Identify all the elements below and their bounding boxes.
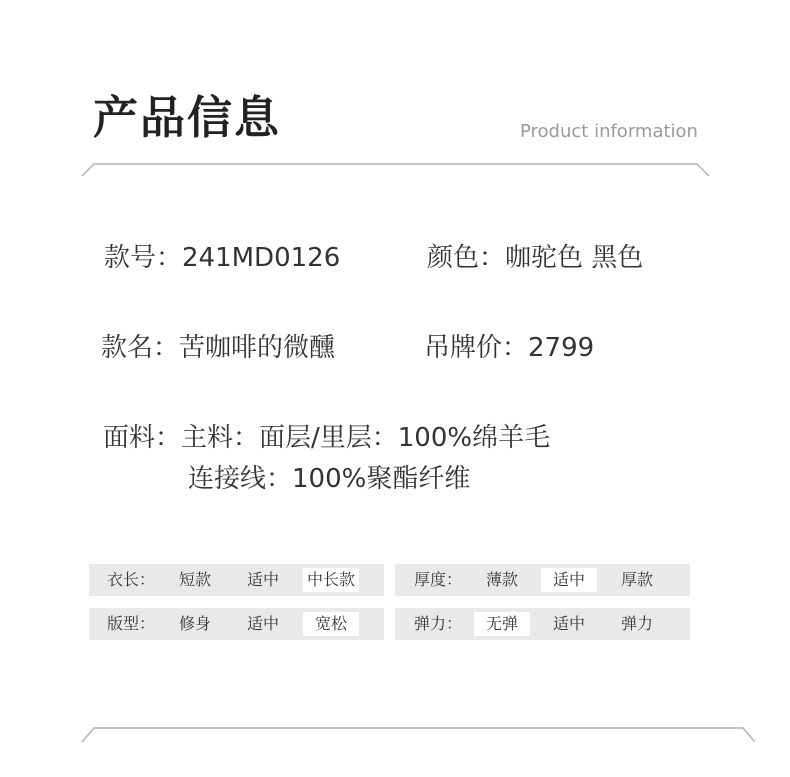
attr-fit-option-2: 适中 bbox=[247, 614, 280, 633]
attr-length-label: 衣长： bbox=[107, 570, 156, 589]
attr-fit-row bbox=[89, 608, 384, 640]
color-info: 颜色：咖驼色 黑色 bbox=[427, 243, 644, 273]
page-subtitle: Product information bbox=[520, 121, 698, 142]
attr-length-option-2: 适中 bbox=[247, 570, 280, 589]
attr-elasticity-option-2: 适中 bbox=[553, 614, 586, 633]
attr-thickness-row bbox=[395, 564, 690, 596]
footer-divider bbox=[0, 722, 790, 742]
page-title: 产品信息 bbox=[93, 91, 282, 144]
fabric-main: 面料：主料：面层/里层：100%绵羊毛 bbox=[103, 423, 551, 453]
attr-fit-option-1: 修身 bbox=[179, 614, 212, 633]
fabric-thread: 连接线：100%聚酯纤维 bbox=[188, 464, 471, 494]
attr-length-option-1: 短款 bbox=[179, 570, 212, 589]
attr-thickness-label: 厚度： bbox=[414, 570, 463, 589]
header-divider bbox=[0, 156, 790, 176]
attr-elasticity-option-3: 弹力 bbox=[621, 614, 654, 633]
tag-price: 吊牌价：2799 bbox=[424, 333, 595, 363]
attr-elasticity-option-1-selected: 无弹 bbox=[474, 612, 530, 636]
attr-elasticity-row bbox=[395, 608, 690, 640]
attr-elasticity-label: 弹力： bbox=[414, 614, 463, 633]
attr-thickness-option-1: 薄款 bbox=[486, 570, 519, 589]
attr-fit-label: 版型： bbox=[107, 614, 156, 633]
attr-thickness-option-3: 厚款 bbox=[621, 570, 654, 589]
attr-fit-option-3-selected: 宽松 bbox=[303, 612, 359, 636]
attr-length-option-3-selected: 中长款 bbox=[303, 568, 359, 592]
style-number: 款号：241MD0126 bbox=[104, 243, 341, 273]
attr-length-row bbox=[89, 564, 384, 596]
attr-thickness-option-2-selected: 适中 bbox=[541, 568, 597, 592]
style-name: 款名：苦咖啡的微醺 bbox=[101, 333, 336, 363]
